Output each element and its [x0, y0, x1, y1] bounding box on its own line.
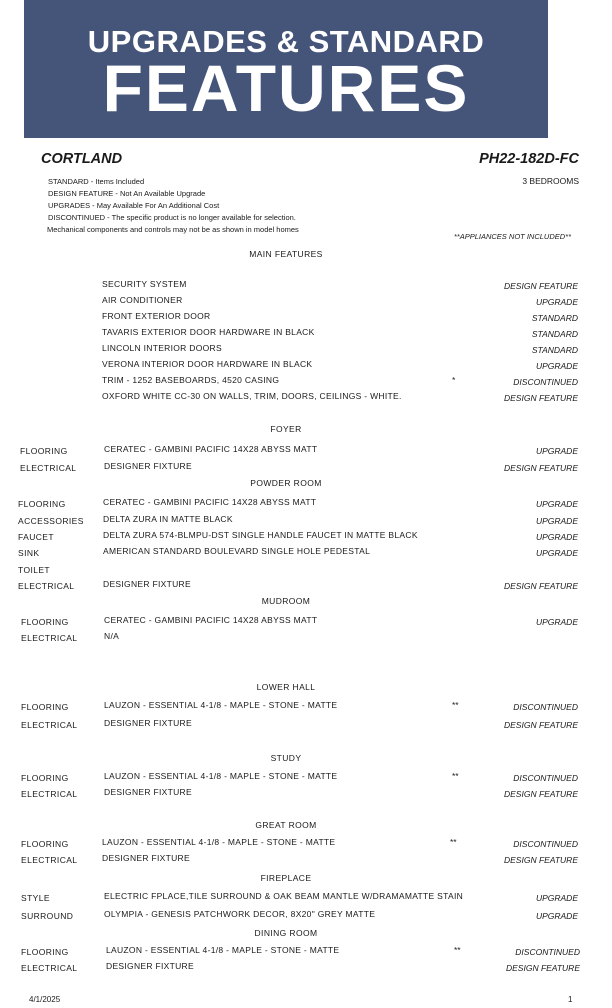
section-title: POWDER ROOM: [250, 478, 322, 488]
plan-name: CORTLAND: [41, 151, 123, 167]
row-footnote-mark: **: [452, 700, 459, 710]
row-description: DESIGNER FIXTURE: [103, 579, 191, 589]
row-status: DESIGN FEATURE: [504, 789, 578, 799]
row-footnote-mark: *: [452, 375, 456, 385]
row-status: UPGRADE: [535, 532, 578, 542]
row-label: ELECTRICAL: [21, 855, 78, 865]
row-label: ELECTRICAL: [21, 633, 78, 643]
row-footnote-mark: **: [450, 837, 457, 847]
row-status: STANDARD: [531, 313, 578, 323]
row-status: DESIGN FEATURE: [504, 720, 578, 730]
row-description: VERONA INTERIOR DOOR HARDWARE IN BLACK: [102, 359, 313, 369]
row-description: TRIM - 1252 BASEBOARDS, 4520 CASING: [102, 375, 280, 385]
row-description: N/A: [104, 631, 120, 641]
row-label: FAUCET: [18, 532, 54, 542]
row-description: LAUZON - ESSENTIAL 4-1/8 - MAPLE - STONE - MATTE: [106, 945, 340, 955]
row-description: DESIGNER FIXTURE: [106, 961, 194, 971]
plan-code: PH22-182D-FC: [479, 151, 579, 167]
row-status: STANDARD: [531, 329, 578, 339]
row-description: FRONT EXTERIOR DOOR: [102, 311, 211, 321]
row-label: FLOORING: [20, 446, 68, 456]
row-description: CERATEC - GAMBINI PACIFIC 14X28 ABYSS MATT: [104, 444, 318, 454]
row-status: UPGRADE: [535, 361, 578, 371]
row-label: STYLE: [21, 893, 50, 903]
bedrooms-count: 3 BEDROOMS: [522, 176, 579, 186]
row-label: ELECTRICAL: [21, 963, 78, 973]
row-description: AIR CONDITIONER: [102, 295, 183, 305]
section-title: FIREPLACE: [260, 873, 312, 883]
section-title: STUDY: [270, 753, 302, 763]
row-status: STANDARD: [531, 345, 578, 355]
row-label: TOILET: [18, 565, 51, 575]
row-label: FLOORING: [21, 947, 69, 957]
row-description: DELTA ZURA IN MATTE BLACK: [103, 514, 233, 524]
row-status: DESIGN FEATURE: [504, 463, 578, 473]
row-description: LAUZON - ESSENTIAL 4-1/8 - MAPLE - STONE - MATTE: [104, 771, 338, 781]
row-footnote-mark: **: [452, 771, 459, 781]
row-description: OLYMPIA - GENESIS PATCHWORK DECOR, 8X20" GREY MATTE: [104, 909, 376, 919]
row-description: ELECTRIC FPLACE,TILE SURROUND & OAK BEAM MANTLE W/DRAMAMATTE STAIN: [104, 891, 464, 901]
row-status: DISCONTINUED: [513, 773, 578, 783]
row-status: DESIGN FEATURE: [504, 855, 578, 865]
row-status: DISCONTINUED: [513, 702, 578, 712]
row-status: UPGRADE: [535, 499, 578, 509]
row-label: ELECTRICAL: [21, 720, 78, 730]
row-status: UPGRADE: [535, 911, 578, 921]
row-label: ELECTRICAL: [21, 789, 78, 799]
row-status: DESIGN FEATURE: [504, 393, 578, 403]
appliances-note: **APPLIANCES NOT INCLUDED**: [453, 232, 571, 241]
legend-line: UPGRADES - May Available For An Additional Cost: [48, 201, 220, 210]
row-label: FLOORING: [21, 839, 69, 849]
footer-date: 4/1/2025: [29, 995, 61, 1004]
title-banner: [24, 0, 548, 138]
row-status: DESIGN FEATURE: [506, 963, 580, 973]
section-title: FOYER: [270, 424, 302, 434]
row-status: DISCONTINUED: [515, 947, 580, 957]
row-label: FLOORING: [21, 773, 69, 783]
row-label: ELECTRICAL: [20, 463, 77, 473]
row-description: SECURITY SYSTEM: [102, 279, 187, 289]
legend-line: DESIGN FEATURE - Not An Available Upgrade: [48, 189, 206, 198]
row-status: UPGRADE: [535, 617, 578, 627]
row-description: OXFORD WHITE CC-30 ON WALLS, TRIM, DOORS, CEILINGS - WHITE.: [102, 391, 402, 401]
row-label: ACCESSORIES: [18, 516, 84, 526]
section-title: LOWER HALL: [256, 682, 316, 692]
row-description: DESIGNER FIXTURE: [104, 718, 192, 728]
row-label: SURROUND: [21, 911, 74, 921]
row-description: DESIGNER FIXTURE: [104, 787, 192, 797]
row-status: UPGRADE: [535, 516, 578, 526]
legend-line: Mechanical components and controls may not be as shown in model homes: [47, 225, 299, 234]
row-status: UPGRADE: [535, 893, 578, 903]
row-status: UPGRADE: [535, 446, 578, 456]
banner-title-line1: UPGRADES & STANDARD: [87, 24, 485, 59]
row-status: DISCONTINUED: [513, 839, 578, 849]
row-description: DESIGNER FIXTURE: [104, 461, 192, 471]
section-title: DINING ROOM: [254, 928, 318, 938]
row-label: FLOORING: [21, 702, 69, 712]
row-description: TAVARIS EXTERIOR DOOR HARDWARE IN BLACK: [102, 327, 315, 337]
row-status: UPGRADE: [535, 297, 578, 307]
row-description: CERATEC - GAMBINI PACIFIC 14X28 ABYSS MATT: [104, 615, 318, 625]
row-description: DESIGNER FIXTURE: [102, 853, 190, 863]
row-status: DESIGN FEATURE: [504, 581, 578, 591]
row-label: SINK: [18, 548, 40, 558]
row-description: CERATEC - GAMBINI PACIFIC 14X28 ABYSS MATT: [103, 497, 317, 507]
row-status: UPGRADE: [535, 548, 578, 558]
row-status: DISCONTINUED: [513, 377, 578, 387]
footer-page-number: 1: [568, 995, 573, 1004]
row-description: DELTA ZURA 574-BLMPU-DST SINGLE HANDLE FAUCET IN MATTE BLACK: [103, 530, 418, 540]
row-label: FLOORING: [21, 617, 69, 627]
row-description: LINCOLN INTERIOR DOORS: [102, 343, 222, 353]
section-title: MUDROOM: [261, 596, 311, 606]
row-description: LAUZON - ESSENTIAL 4-1/8 - MAPLE - STONE - MATTE: [104, 700, 338, 710]
row-footnote-mark: **: [454, 945, 461, 955]
section-title: MAIN FEATURES: [249, 249, 323, 259]
legend-line: STANDARD - Items Included: [48, 177, 145, 186]
row-label: FLOORING: [18, 499, 66, 509]
row-label: ELECTRICAL: [18, 581, 75, 591]
section-title: GREAT ROOM: [255, 820, 317, 830]
legend-line: DISCONTINUED - The specific product is no longer available for selection.: [48, 213, 296, 222]
row-description: LAUZON - ESSENTIAL 4-1/8 - MAPLE - STONE - MATTE: [102, 837, 336, 847]
row-description: AMERICAN STANDARD BOULEVARD SINGLE HOLE PEDESTAL: [103, 546, 371, 556]
banner-title-line2: FEATURES: [102, 51, 470, 125]
row-status: DESIGN FEATURE: [504, 281, 578, 291]
